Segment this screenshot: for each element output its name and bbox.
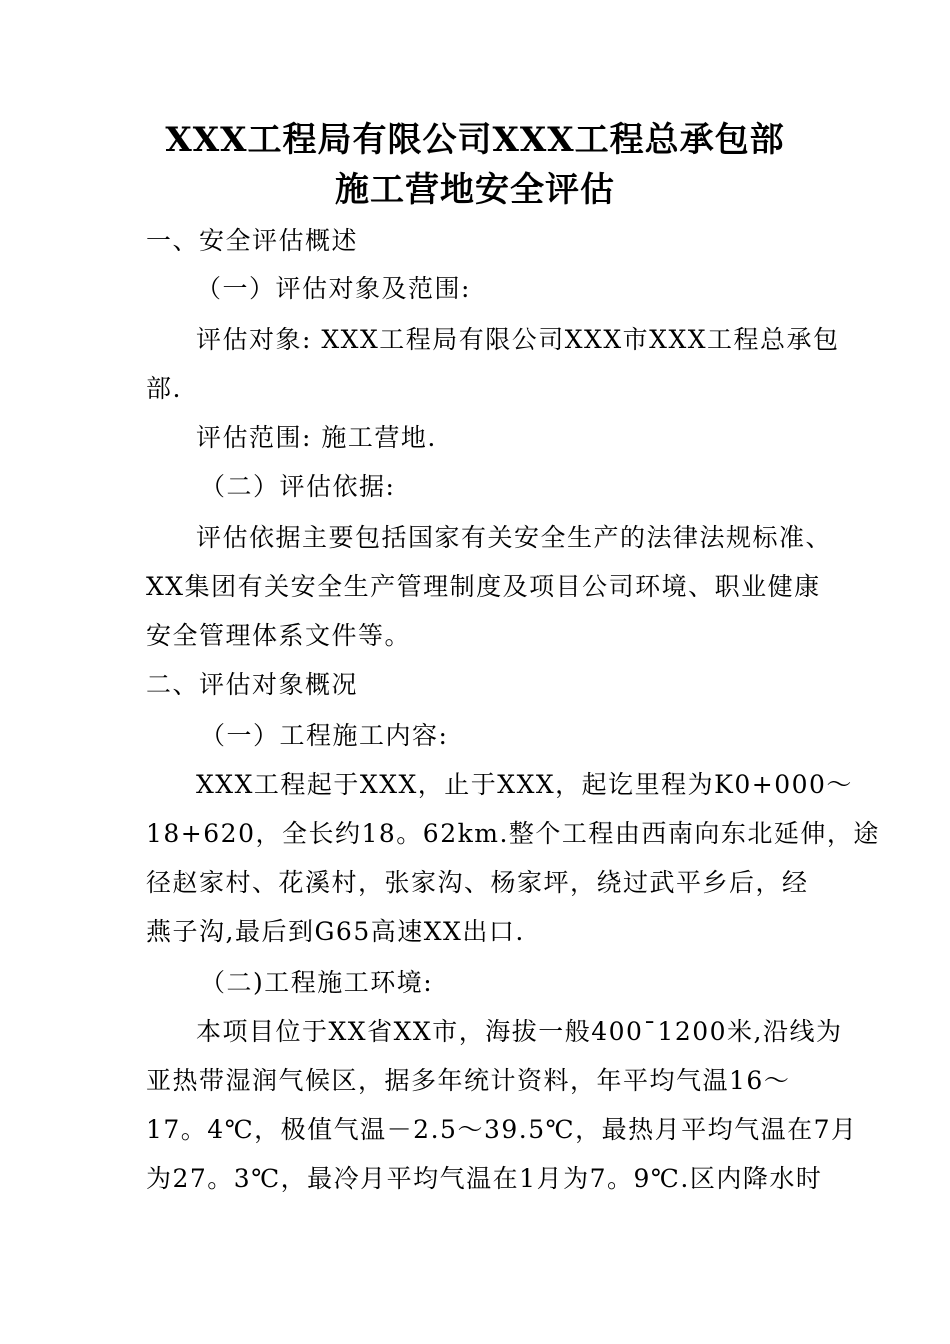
paragraph-line: 本项目位于XX省XX市，海拔一般400¯1200米,沿线为 <box>196 1017 843 1046</box>
subsection-heading-basis: （二）评估依据: <box>200 472 396 501</box>
paragraph-line: 燕子沟,最后到G65高速XX出口. <box>146 917 525 946</box>
paragraph-line: XXX工程起于XXX，止于XXX，起讫里程为K0+000～ <box>196 770 853 799</box>
paragraph-line: 亚热带湿润气候区，据多年统计资料，年平均气温16～ <box>146 1066 791 1095</box>
section-heading-project-overview: 二、评估对象概况 <box>146 670 359 699</box>
paragraph-line: XX集团有关安全生产管理制度及项目公司环境、职业健康 <box>146 572 821 601</box>
document-title-line1: XXX工程局有限公司XXX工程总承包部 <box>165 120 785 160</box>
subsection-heading-scope: （一）评估对象及范围: <box>196 274 471 303</box>
paragraph-line: 评估依据主要包括国家有关安全生产的法律法规标准、 <box>196 523 833 552</box>
paragraph-line: 为27。3℃，最冷月平均气温在1月为7。9℃.区内降水时 <box>146 1164 823 1193</box>
paragraph-line: 径赵家村、花溪村，张家沟、杨家坪，绕过武平乡后，经 <box>146 868 809 897</box>
document-title-line2: 施工营地安全评估 <box>335 170 615 210</box>
paragraph-line: 评估范围: 施工营地. <box>196 423 437 452</box>
paragraph-line: 17。4℃，极值气温－2.5～39.5℃，最热月平均气温在7月 <box>146 1115 858 1144</box>
paragraph-line: 评估对象: XXX工程局有限公司XXX市XXX工程总承包 <box>196 325 840 354</box>
subsection-heading-construction-content: （一）工程施工内容: <box>200 721 449 750</box>
subsection-heading-construction-environment: （二)工程施工环境: <box>200 968 434 997</box>
paragraph-line: 安全管理体系文件等。 <box>146 621 412 650</box>
section-heading-overview: 一、安全评估概述 <box>146 226 359 255</box>
paragraph-line: 18+620，全长约18。62km.整个工程由西南向东北延伸，途 <box>146 819 880 848</box>
paragraph-line: 部. <box>146 374 182 403</box>
